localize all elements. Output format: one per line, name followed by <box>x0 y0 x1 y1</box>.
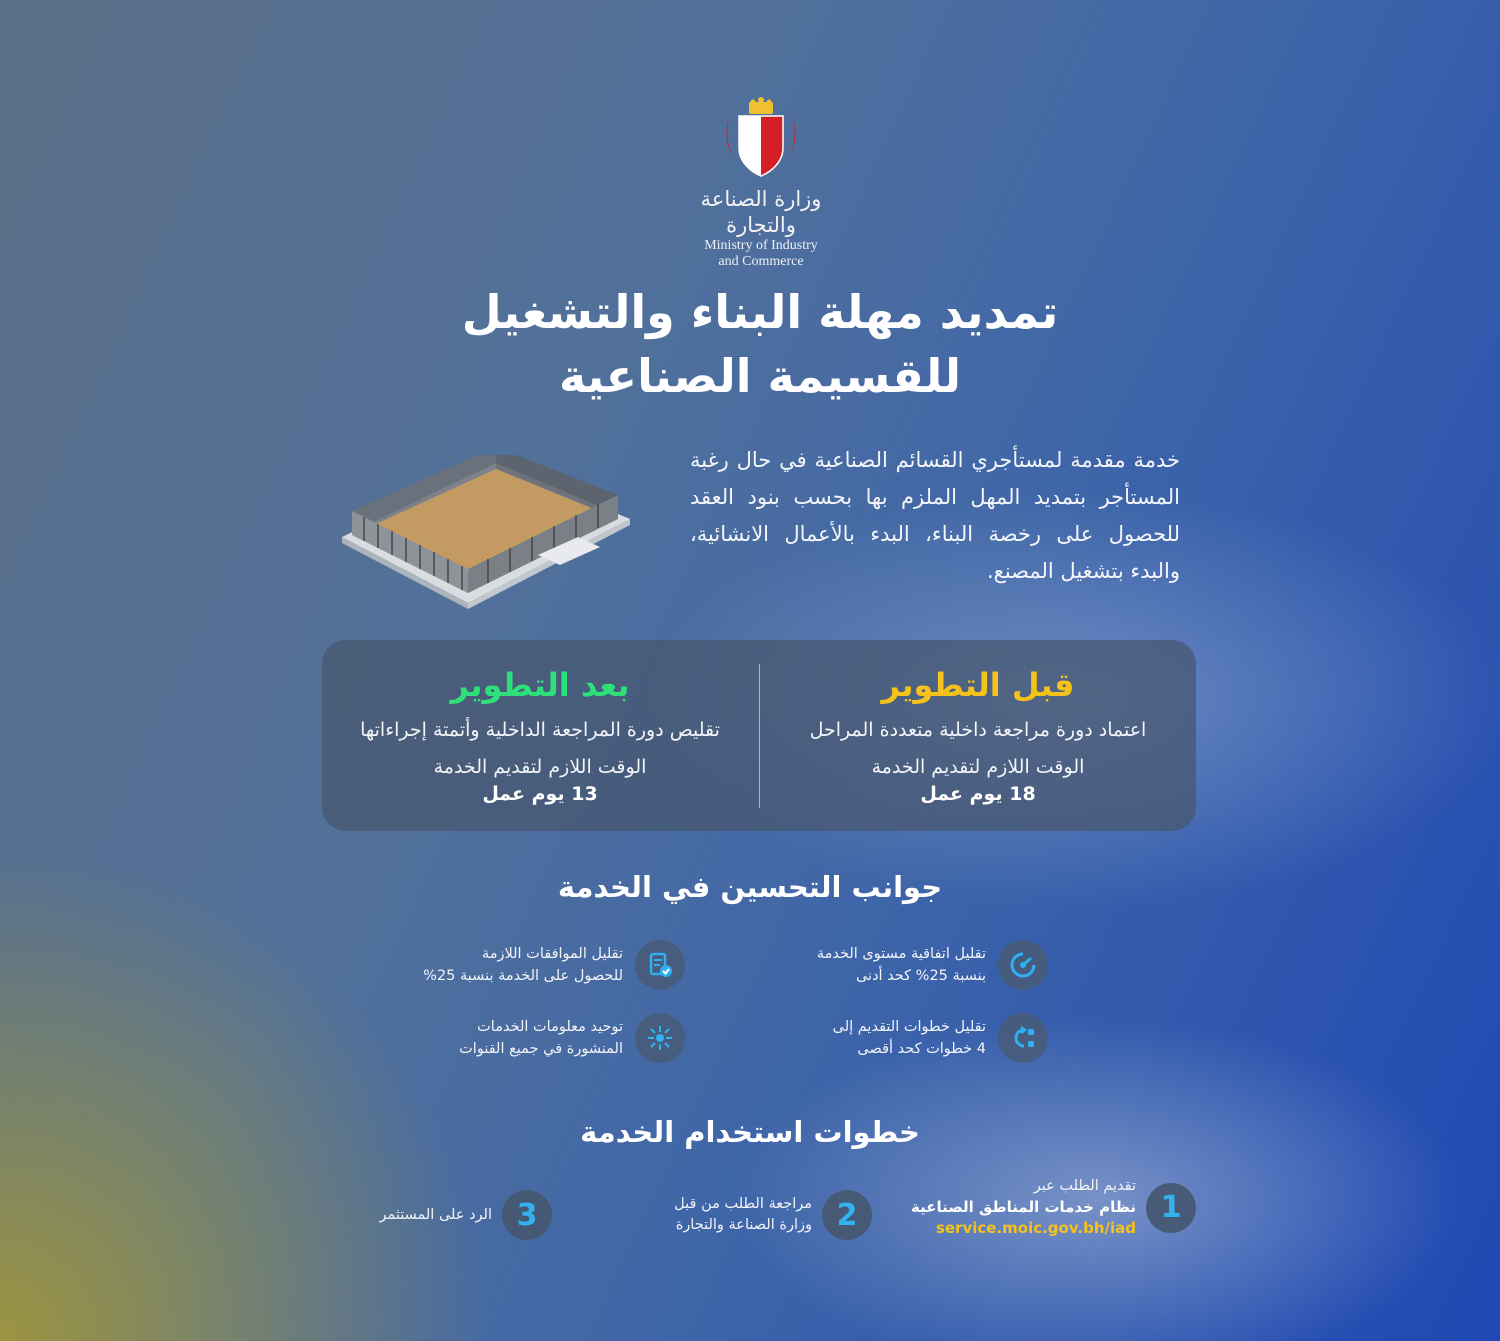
before-days: 18 يوم عمل <box>920 783 1036 805</box>
after-title: بعد التطوير <box>450 666 630 704</box>
improvement-approvals-line1: تقليل الموافقات اللازمة <box>481 946 623 962</box>
logo-english-line2: and Commerce <box>718 254 804 269</box>
step-1-line1: تقديم الطلب عبر <box>1033 1178 1136 1194</box>
intro-paragraph: خدمة مقدمة لمستأجري القسائم الصناعية في حال رغبة المستأجر بتمديد المهل الملزم بها بحسب بنود العقد للحصول على رخصة البناء، البدء بالأعمال الانشائية، والبدء بتشغيل المصنع. <box>690 448 1180 583</box>
improvement-sla-line2: بنسبة 25% كحد أدنى <box>855 968 986 984</box>
step-2-line1: مراجعة الطلب من قبل <box>674 1196 812 1212</box>
step-2-line2: وزارة الصناعة والتجارة <box>675 1217 812 1233</box>
after-description: تقليص دورة المراجعة الداخلية وأتمتة إجراءاتها <box>360 719 720 741</box>
before-time-label: الوقت اللازم لتقديم الخدمة <box>871 756 1085 778</box>
improvement-item-approvals <box>423 940 685 990</box>
after-time-label: الوقت اللازم لتقديم الخدمة <box>433 756 647 778</box>
before-title: قبل التطوير <box>881 666 1075 704</box>
document-check-icon <box>635 940 685 990</box>
service-portal-link[interactable]: service.moic.gov.bh/iad <box>935 1219 1136 1237</box>
after-development-column <box>322 640 758 831</box>
improvement-unify-line2: المنشورة في جميع القنوات <box>459 1041 623 1057</box>
comparison-panel <box>322 640 1196 831</box>
panel-divider <box>759 664 760 808</box>
logo-english-line1: Ministry of Industry <box>704 238 818 253</box>
title-line2: للقسيمة الصناعية <box>558 349 961 403</box>
step-3 <box>379 1190 552 1240</box>
title-line1: تمديد مهلة البناء والتشغيل <box>461 285 1059 339</box>
step-2 <box>674 1190 872 1240</box>
improvement-item-sla <box>817 940 1048 990</box>
steps-icon <box>998 1013 1048 1063</box>
step-3-number: 3 <box>502 1190 552 1240</box>
improvement-item-steps <box>833 1013 1048 1063</box>
improvement-sla-line1: تقليل اتفاقية مستوى الخدمة <box>816 946 986 962</box>
improvement-steps-line2: 4 خطوات كحد أقصى <box>857 1041 986 1057</box>
coat-of-arms-icon <box>723 96 799 180</box>
step-1-line2: نظام خدمات المناطق الصناعية <box>910 1198 1136 1216</box>
improvement-unify-line1: توحيد معلومات الخدمات <box>477 1019 623 1035</box>
after-days: 13 يوم عمل <box>482 783 598 805</box>
step-3-line1: الرد على المستثمر <box>379 1206 492 1223</box>
step-2-number: 2 <box>822 1190 872 1240</box>
page-title <box>380 280 1140 408</box>
improvement-item-unify <box>459 1013 685 1063</box>
improvement-steps-line1: تقليل خطوات التقديم إلى <box>832 1019 986 1035</box>
before-development-column <box>760 640 1196 831</box>
before-description: اعتماد دورة مراجعة داخلية متعددة المراحل <box>809 719 1147 741</box>
step-1-number: 1 <box>1146 1183 1196 1233</box>
steps-heading: خطوات استخدام الخدمة <box>580 1115 920 1149</box>
ministry-logo <box>676 96 846 270</box>
logo-arabic-text: وزارة الصناعة والتجارة <box>700 187 822 237</box>
network-icon <box>635 1013 685 1063</box>
gauge-icon <box>998 940 1048 990</box>
improvements-heading: جوانب التحسين في الخدمة <box>557 870 943 904</box>
industrial-plot-illustration <box>338 455 638 610</box>
step-1 <box>911 1176 1196 1239</box>
improvement-approvals-line2: للحصول على الخدمة بنسبة 25% <box>423 968 623 984</box>
